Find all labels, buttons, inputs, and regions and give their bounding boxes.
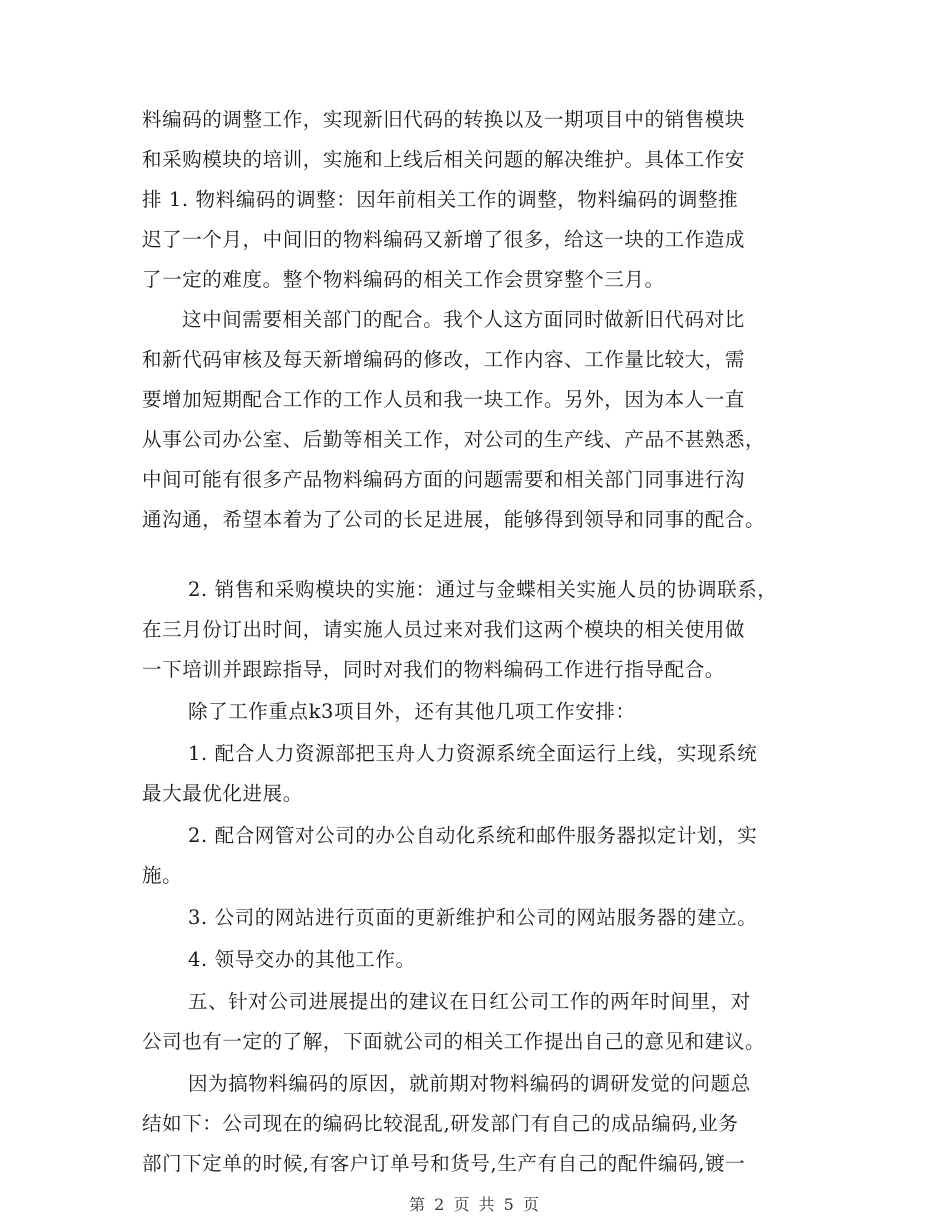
list-item: 1. 配合人力资源部把玉舟人力资源系统全面运行上线，实现系统: [188, 742, 758, 765]
list-item: 3. 公司的网站进行页面的更新维护和公司的网站服务器的建立。: [188, 906, 758, 929]
text-line: 从事公司办公室、后勤等相关工作，对公司的生产线、产品不甚熟悉，: [142, 428, 766, 451]
text-line: 排 1. 物料编码的调整：因年前相关工作的调整，物料编码的调整推: [142, 188, 739, 211]
text-line: 料编码的调整工作，实现新旧代码的转换以及一期项目中的销售模块: [142, 108, 746, 131]
text-line: 施。: [142, 864, 183, 887]
text-line: 和新代码审核及每天新增编码的修改，工作内容、工作量比较大，需: [142, 348, 746, 371]
text-line: 公司也有一定的了解，下面就公司的相关工作提出自己的意见和建议。: [142, 1030, 766, 1053]
text-line: 部门下定单的时候,有客户订单号和货号,生产有自己的配件编码,镀一: [142, 1152, 746, 1175]
paragraph-first-line: 五、针对公司进展提出的建议在日红公司工作的两年时间里，对: [188, 990, 751, 1013]
text-line: 最大最优化进展。: [142, 782, 303, 805]
text-line: 在三月份订出时间，请实施人员过来对我们这两个模块的相关使用做: [142, 618, 746, 641]
text-line: 一下培训并跟踪指导，同时对我们的物料编码工作进行指导配合。: [142, 658, 725, 681]
list-item: 2. 配合网管对公司的办公自动化系统和邮件服务器拟定计划，实: [188, 824, 758, 847]
paragraph-first-line: 2. 销售和采购模块的实施：通过与金蝶相关实施人员的协调联系，: [188, 578, 778, 601]
page-number: 第 2 页 共 5 页: [409, 1195, 541, 1214]
list-item: 4. 领导交办的其他工作。: [188, 948, 416, 971]
paragraph-first-line: 除了工作重点k3项目外，还有其他几项工作安排：: [188, 700, 636, 723]
text-line: 迟了一个月，中间旧的物料编码又新增了很多，给这一块的工作造成: [142, 228, 746, 251]
text-line: 中间可能有很多产品物料编码方面的问题需要和相关部门同事进行沟: [142, 468, 746, 491]
text-line: 和采购模块的培训，实施和上线后相关问题的解决维护。具体工作安: [142, 148, 746, 171]
text-line: 要增加短期配合工作的工作人员和我一块工作。另外，因为本人一直: [142, 388, 746, 411]
paragraph-first-line: 因为搞物料编码的原因，就前期对物料编码的调研发觉的问题总: [188, 1072, 751, 1095]
text-line: 了一定的难度。整个物料编码的相关工作会贯穿整个三月。: [142, 268, 665, 291]
text-line: 通沟通，希望本着为了公司的长足进展，能够得到领导和同事的配合。: [142, 508, 766, 531]
text-line: 结如下：公司现在的编码比较混乱,研发部门有自己的成品编码,业务: [142, 1112, 739, 1135]
paragraph-first-line: 这中间需要相关部门的配合。我个人这方面同时做新旧代码对比: [182, 308, 745, 331]
